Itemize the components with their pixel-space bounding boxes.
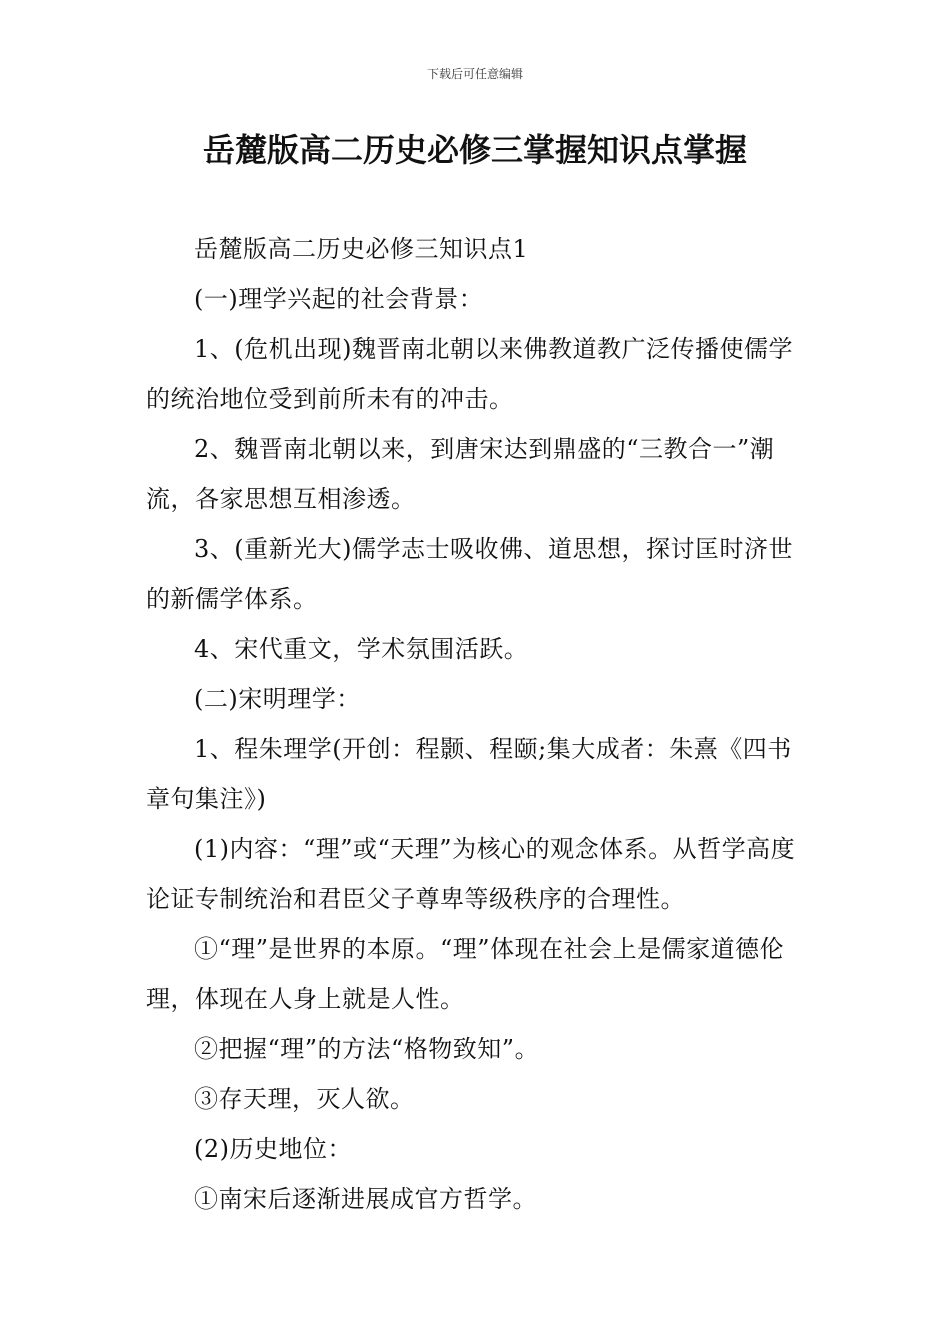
document-body [146, 224, 810, 1224]
paragraph-historical-status: (2)历史地位： [194, 1135, 352, 1163]
paragraph-point-1: 1、(危机出现)魏晋南北朝以来佛教道教广泛传播使儒学的统治地位受到前所未有的冲击。 [146, 335, 793, 413]
paragraph-point-2: 2、魏晋南北朝以来，到唐宋达到鼎盛的“三教合一”潮流，各家思想互相渗透。 [146, 435, 775, 513]
paragraph-cheng-zhu: 1、程朱理学(开创：程颢、程颐;集大成者：朱熹《四书章句集注》) [146, 735, 792, 813]
paragraph-subheading-background: (一)理学兴起的社会背景： [194, 285, 484, 313]
paragraph-subheading-neo-confucianism: (二)宋明理学： [194, 685, 361, 713]
paragraph-section-heading: 岳麓版高二历史必修三知识点1 [194, 235, 529, 263]
paragraph-content: (1)内容：“理”或“天理”为核心的观念体系。从哲学高度论证专制统治和君臣父子尊卑等级秩序的合理性。 [146, 835, 796, 913]
paragraph-point-4: 4、宋代重文，学术氛围活跃。 [194, 635, 529, 663]
header-note: 下载后可任意编辑 [426, 67, 523, 81]
paragraph-status-item-1: ①南宋后逐渐进展成官方哲学。 [194, 1185, 537, 1213]
paragraph-content-item-3: ③存天理，灭人欲。 [194, 1085, 415, 1113]
document-title: 岳麓版高二历史必修三掌握知识点掌握 [202, 131, 747, 169]
paragraph-point-3: 3、(重新光大)儒学志士吸收佛、道思想，探讨匡时济世的新儒学体系。 [146, 535, 793, 613]
paragraph-content-item-1: ①“理”是世界的本原。“理”体现在社会上是儒家道德伦理，体现在人身上就是人性。 [146, 935, 785, 1013]
paragraph-content-item-2: ②把握“理”的方法“格物致知”。 [194, 1035, 540, 1063]
